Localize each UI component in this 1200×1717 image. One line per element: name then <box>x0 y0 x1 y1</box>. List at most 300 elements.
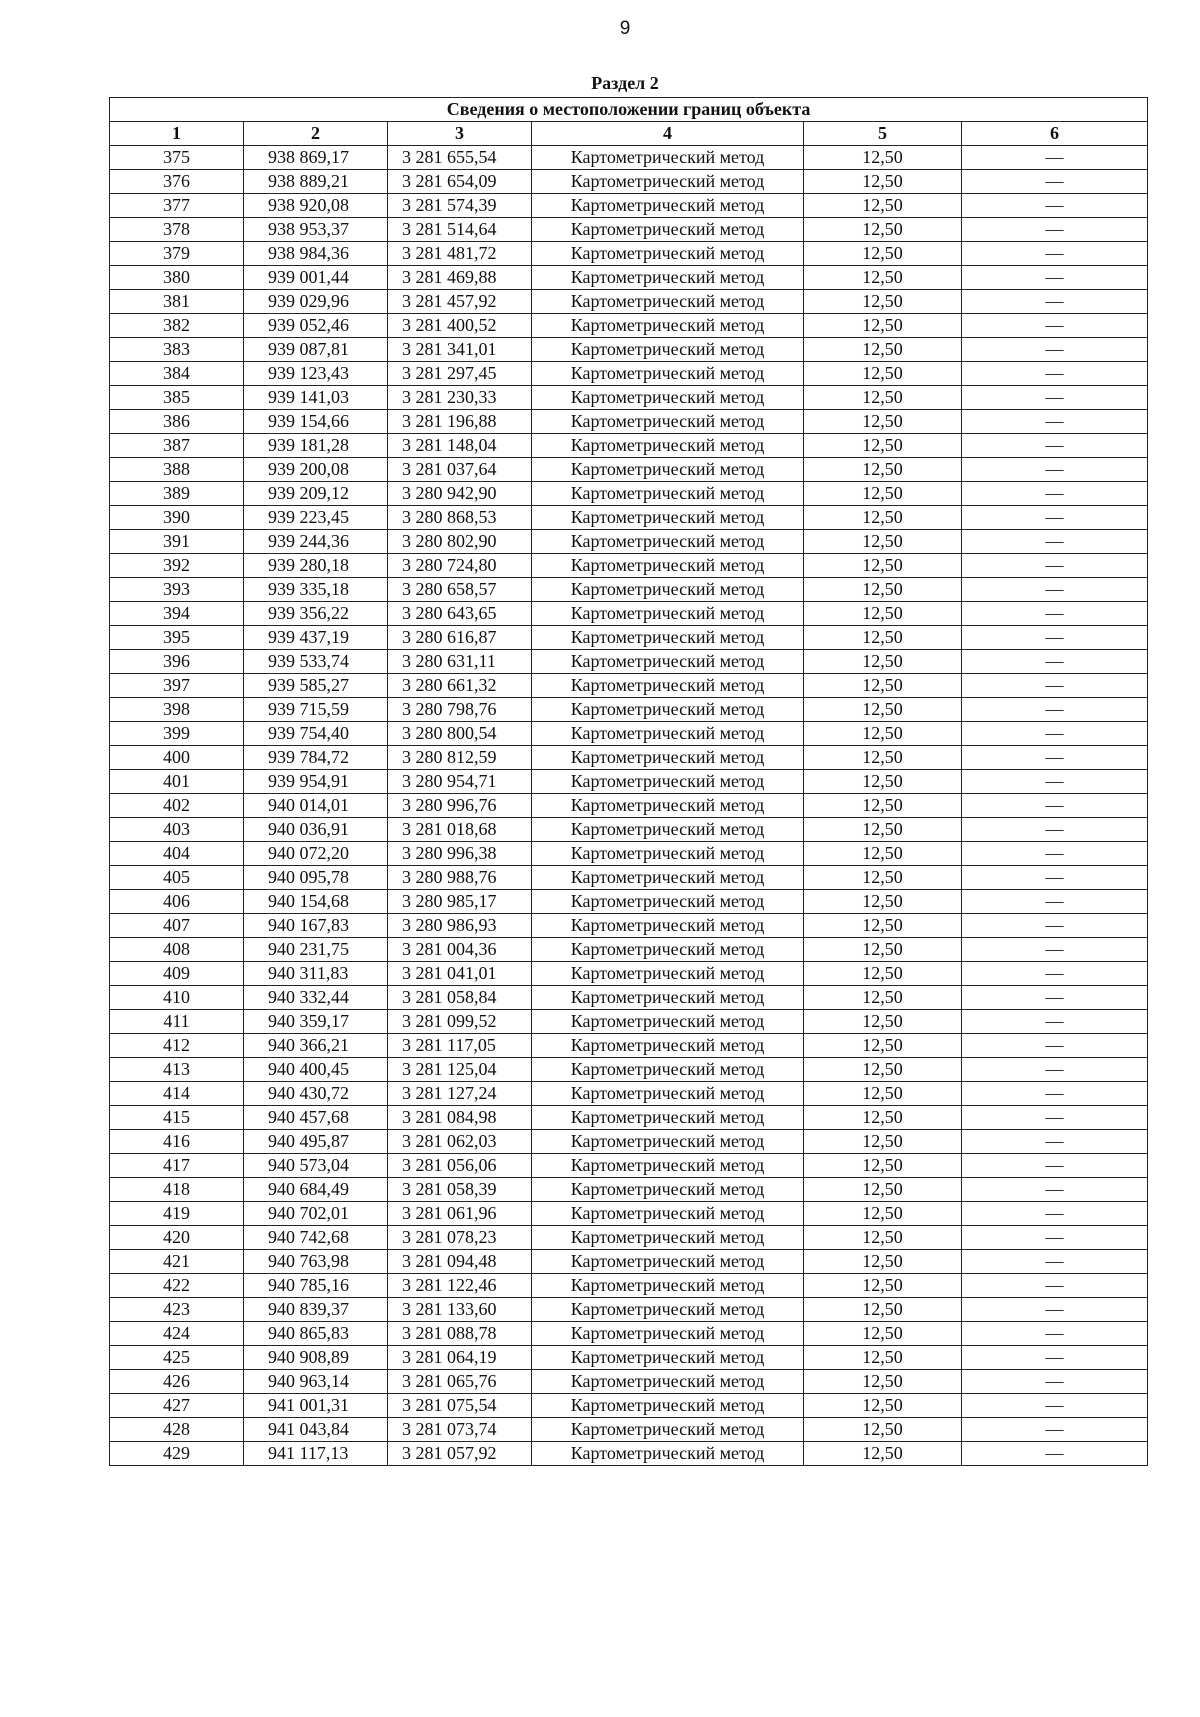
point-number-cell: 420 <box>110 1226 244 1250</box>
x-coordinate-cell: 939 437,19 <box>244 626 388 650</box>
y-coordinate-cell: 3 281 004,36 <box>388 938 532 962</box>
table-row <box>110 170 1148 194</box>
point-number-cell: 416 <box>110 1130 244 1154</box>
point-number-cell: 426 <box>110 1370 244 1394</box>
notes-cell: — <box>962 650 1148 674</box>
point-number-cell: 377 <box>110 194 244 218</box>
notes-cell: — <box>962 410 1148 434</box>
accuracy-cell: 12,50 <box>804 506 962 530</box>
method-cell: Картометрический метод <box>532 506 804 530</box>
y-coordinate-cell: 3 281 065,76 <box>388 1370 532 1394</box>
x-coordinate-cell: 940 154,68 <box>244 890 388 914</box>
accuracy-cell: 12,50 <box>804 698 962 722</box>
accuracy-cell: 12,50 <box>804 530 962 554</box>
accuracy-cell: 12,50 <box>804 794 962 818</box>
point-number-cell: 422 <box>110 1274 244 1298</box>
y-coordinate-cell: 3 281 088,78 <box>388 1322 532 1346</box>
x-coordinate-cell: 940 167,83 <box>244 914 388 938</box>
x-coordinate-cell: 940 359,17 <box>244 1010 388 1034</box>
y-coordinate-cell: 3 280 800,54 <box>388 722 532 746</box>
y-coordinate-cell: 3 280 986,93 <box>388 914 532 938</box>
notes-cell: — <box>962 1274 1148 1298</box>
method-cell: Картометрический метод <box>532 338 804 362</box>
y-coordinate-cell: 3 280 616,87 <box>388 626 532 650</box>
method-cell: Картометрический метод <box>532 842 804 866</box>
x-coordinate-cell: 939 223,45 <box>244 506 388 530</box>
method-cell: Картометрический метод <box>532 1010 804 1034</box>
method-cell: Картометрический метод <box>532 1154 804 1178</box>
method-cell: Картометрический метод <box>532 1394 804 1418</box>
accuracy-cell: 12,50 <box>804 242 962 266</box>
method-cell: Картометрический метод <box>532 1298 804 1322</box>
method-cell: Картометрический метод <box>532 914 804 938</box>
y-coordinate-cell: 3 281 056,06 <box>388 1154 532 1178</box>
y-coordinate-cell: 3 281 196,88 <box>388 410 532 434</box>
accuracy-cell: 12,50 <box>804 890 962 914</box>
point-number-cell: 381 <box>110 290 244 314</box>
accuracy-cell: 12,50 <box>804 314 962 338</box>
notes-cell: — <box>962 1346 1148 1370</box>
x-coordinate-cell: 939 754,40 <box>244 722 388 746</box>
method-cell: Картометрический метод <box>532 1226 804 1250</box>
x-coordinate-cell: 940 430,72 <box>244 1082 388 1106</box>
point-number-cell: 404 <box>110 842 244 866</box>
accuracy-cell: 12,50 <box>804 1082 962 1106</box>
point-number-cell: 383 <box>110 338 244 362</box>
method-cell: Картометрический метод <box>532 1178 804 1202</box>
accuracy-cell: 12,50 <box>804 1322 962 1346</box>
x-coordinate-cell: 940 014,01 <box>244 794 388 818</box>
table-row <box>110 314 1148 338</box>
point-number-cell: 386 <box>110 410 244 434</box>
table-row <box>110 1154 1148 1178</box>
table-row <box>110 1202 1148 1226</box>
x-coordinate-cell: 940 785,16 <box>244 1274 388 1298</box>
y-coordinate-cell: 3 281 127,24 <box>388 1082 532 1106</box>
accuracy-cell: 12,50 <box>804 602 962 626</box>
column-header: 2 <box>244 122 388 146</box>
method-cell: Картометрический метод <box>532 218 804 242</box>
table-row <box>110 1034 1148 1058</box>
method-cell: Картометрический метод <box>532 410 804 434</box>
accuracy-cell: 12,50 <box>804 866 962 890</box>
notes-cell: — <box>962 938 1148 962</box>
notes-cell: — <box>962 362 1148 386</box>
point-number-cell: 403 <box>110 818 244 842</box>
notes-cell: — <box>962 266 1148 290</box>
point-number-cell: 398 <box>110 698 244 722</box>
method-cell: Картометрический метод <box>532 1322 804 1346</box>
table-row <box>110 914 1148 938</box>
x-coordinate-cell: 940 573,04 <box>244 1154 388 1178</box>
accuracy-cell: 12,50 <box>804 458 962 482</box>
y-coordinate-cell: 3 281 057,92 <box>388 1442 532 1466</box>
table-row <box>110 1010 1148 1034</box>
point-number-cell: 409 <box>110 962 244 986</box>
method-cell: Картометрический метод <box>532 266 804 290</box>
notes-cell: — <box>962 218 1148 242</box>
point-number-cell: 427 <box>110 1394 244 1418</box>
point-number-cell: 421 <box>110 1250 244 1274</box>
method-cell: Картометрический метод <box>532 362 804 386</box>
point-number-cell: 413 <box>110 1058 244 1082</box>
point-number-cell: 414 <box>110 1082 244 1106</box>
point-number-cell: 428 <box>110 1418 244 1442</box>
method-cell: Картометрический метод <box>532 194 804 218</box>
method-cell: Картометрический метод <box>532 530 804 554</box>
notes-cell: — <box>962 1202 1148 1226</box>
x-coordinate-cell: 939 356,22 <box>244 602 388 626</box>
boundary-coordinates-table <box>109 97 1148 1466</box>
point-number-cell: 407 <box>110 914 244 938</box>
table-row <box>110 1058 1148 1082</box>
method-cell: Картометрический метод <box>532 314 804 338</box>
table-body <box>110 146 1148 1466</box>
table-row <box>110 1250 1148 1274</box>
y-coordinate-cell: 3 281 341,01 <box>388 338 532 362</box>
y-coordinate-cell: 3 280 661,32 <box>388 674 532 698</box>
y-coordinate-cell: 3 281 297,45 <box>388 362 532 386</box>
x-coordinate-cell: 940 495,87 <box>244 1130 388 1154</box>
accuracy-cell: 12,50 <box>804 338 962 362</box>
method-cell: Картометрический метод <box>532 1418 804 1442</box>
table-row <box>110 242 1148 266</box>
point-number-cell: 399 <box>110 722 244 746</box>
table-row <box>110 1226 1148 1250</box>
method-cell: Картометрический метод <box>532 146 804 170</box>
accuracy-cell: 12,50 <box>804 1442 962 1466</box>
accuracy-cell: 12,50 <box>804 1154 962 1178</box>
accuracy-cell: 12,50 <box>804 1130 962 1154</box>
x-coordinate-cell: 939 001,44 <box>244 266 388 290</box>
method-cell: Картометрический метод <box>532 386 804 410</box>
table-row <box>110 266 1148 290</box>
table-row <box>110 362 1148 386</box>
table-row <box>110 746 1148 770</box>
y-coordinate-cell: 3 281 058,84 <box>388 986 532 1010</box>
accuracy-cell: 12,50 <box>804 434 962 458</box>
section-title: Раздел 2 <box>591 73 659 93</box>
y-coordinate-cell: 3 280 996,38 <box>388 842 532 866</box>
method-cell: Картометрический метод <box>532 722 804 746</box>
accuracy-cell: 12,50 <box>804 650 962 674</box>
accuracy-cell: 12,50 <box>804 962 962 986</box>
x-coordinate-cell: 940 839,37 <box>244 1298 388 1322</box>
y-coordinate-cell: 3 281 122,46 <box>388 1274 532 1298</box>
column-header: 4 <box>532 122 804 146</box>
table-row <box>110 1442 1148 1466</box>
point-number-cell: 388 <box>110 458 244 482</box>
notes-cell: — <box>962 770 1148 794</box>
accuracy-cell: 12,50 <box>804 218 962 242</box>
point-number-cell: 376 <box>110 170 244 194</box>
table-row <box>110 1106 1148 1130</box>
x-coordinate-cell: 938 869,17 <box>244 146 388 170</box>
x-coordinate-cell: 939 052,46 <box>244 314 388 338</box>
notes-cell: — <box>962 698 1148 722</box>
y-coordinate-cell: 3 281 469,88 <box>388 266 532 290</box>
table-row <box>110 866 1148 890</box>
point-number-cell: 405 <box>110 866 244 890</box>
y-coordinate-cell: 3 280 942,90 <box>388 482 532 506</box>
y-coordinate-cell: 3 280 631,11 <box>388 650 532 674</box>
notes-cell: — <box>962 842 1148 866</box>
accuracy-cell: 12,50 <box>804 1274 962 1298</box>
table-row <box>110 938 1148 962</box>
method-cell: Картометрический метод <box>532 578 804 602</box>
method-cell: Картометрический метод <box>532 434 804 458</box>
notes-cell: — <box>962 674 1148 698</box>
x-coordinate-cell: 940 763,98 <box>244 1250 388 1274</box>
accuracy-cell: 12,50 <box>804 578 962 602</box>
method-cell: Картометрический метод <box>532 1106 804 1130</box>
table-row <box>110 1394 1148 1418</box>
accuracy-cell: 12,50 <box>804 1058 962 1082</box>
x-coordinate-cell: 938 889,21 <box>244 170 388 194</box>
point-number-cell: 384 <box>110 362 244 386</box>
y-coordinate-cell: 3 281 094,48 <box>388 1250 532 1274</box>
method-cell: Картометрический метод <box>532 482 804 506</box>
method-cell: Картометрический метод <box>532 986 804 1010</box>
point-number-cell: 391 <box>110 530 244 554</box>
table-row <box>110 626 1148 650</box>
point-number-cell: 401 <box>110 770 244 794</box>
accuracy-cell: 12,50 <box>804 1106 962 1130</box>
point-number-cell: 389 <box>110 482 244 506</box>
notes-cell: — <box>962 602 1148 626</box>
y-coordinate-cell: 3 280 798,76 <box>388 698 532 722</box>
notes-cell: — <box>962 1034 1148 1058</box>
column-header: 3 <box>388 122 532 146</box>
y-coordinate-cell: 3 281 099,52 <box>388 1010 532 1034</box>
table-row <box>110 458 1148 482</box>
notes-cell: — <box>962 986 1148 1010</box>
point-number-cell: 397 <box>110 674 244 698</box>
column-header-row <box>110 122 1148 146</box>
y-coordinate-cell: 3 281 655,54 <box>388 146 532 170</box>
method-cell: Картометрический метод <box>532 962 804 986</box>
notes-cell: — <box>962 722 1148 746</box>
y-coordinate-cell: 3 280 985,17 <box>388 890 532 914</box>
table-row <box>110 1346 1148 1370</box>
notes-cell: — <box>962 242 1148 266</box>
notes-cell: — <box>962 1178 1148 1202</box>
notes-cell: — <box>962 194 1148 218</box>
accuracy-cell: 12,50 <box>804 1370 962 1394</box>
x-coordinate-cell: 939 715,59 <box>244 698 388 722</box>
x-coordinate-cell: 940 366,21 <box>244 1034 388 1058</box>
x-coordinate-cell: 939 533,74 <box>244 650 388 674</box>
point-number-cell: 410 <box>110 986 244 1010</box>
x-coordinate-cell: 940 457,68 <box>244 1106 388 1130</box>
point-number-cell: 378 <box>110 218 244 242</box>
notes-cell: — <box>962 1226 1148 1250</box>
notes-cell: — <box>962 1082 1148 1106</box>
y-coordinate-cell: 3 280 996,76 <box>388 794 532 818</box>
y-coordinate-cell: 3 281 654,09 <box>388 170 532 194</box>
x-coordinate-cell: 939 244,36 <box>244 530 388 554</box>
table-row <box>110 482 1148 506</box>
point-number-cell: 392 <box>110 554 244 578</box>
table-row <box>110 698 1148 722</box>
method-cell: Картометрический метод <box>532 242 804 266</box>
notes-cell: — <box>962 866 1148 890</box>
notes-cell: — <box>962 914 1148 938</box>
method-cell: Картометрический метод <box>532 626 804 650</box>
method-cell: Картометрический метод <box>532 1058 804 1082</box>
notes-cell: — <box>962 458 1148 482</box>
notes-cell: — <box>962 578 1148 602</box>
accuracy-cell: 12,50 <box>804 170 962 194</box>
notes-cell: — <box>962 146 1148 170</box>
y-coordinate-cell: 3 281 037,64 <box>388 458 532 482</box>
y-coordinate-cell: 3 281 148,04 <box>388 434 532 458</box>
method-cell: Картометрический метод <box>532 1370 804 1394</box>
y-coordinate-cell: 3 280 988,76 <box>388 866 532 890</box>
y-coordinate-cell: 3 280 643,65 <box>388 602 532 626</box>
x-coordinate-cell: 938 953,37 <box>244 218 388 242</box>
accuracy-cell: 12,50 <box>804 1202 962 1226</box>
method-cell: Картометрический метод <box>532 1250 804 1274</box>
table-row <box>110 290 1148 314</box>
table-row <box>110 818 1148 842</box>
y-coordinate-cell: 3 281 078,23 <box>388 1226 532 1250</box>
method-cell: Картометрический метод <box>532 1034 804 1058</box>
y-coordinate-cell: 3 281 574,39 <box>388 194 532 218</box>
accuracy-cell: 12,50 <box>804 290 962 314</box>
table-row <box>110 410 1148 434</box>
table-row <box>110 194 1148 218</box>
accuracy-cell: 12,50 <box>804 1298 962 1322</box>
accuracy-cell: 12,50 <box>804 194 962 218</box>
table-row <box>110 578 1148 602</box>
y-coordinate-cell: 3 281 061,96 <box>388 1202 532 1226</box>
x-coordinate-cell: 939 585,27 <box>244 674 388 698</box>
notes-cell: — <box>962 626 1148 650</box>
y-coordinate-cell: 3 281 514,64 <box>388 218 532 242</box>
column-header: 6 <box>962 122 1148 146</box>
table-row <box>110 962 1148 986</box>
x-coordinate-cell: 939 087,81 <box>244 338 388 362</box>
notes-cell: — <box>962 530 1148 554</box>
point-number-cell: 411 <box>110 1010 244 1034</box>
method-cell: Картометрический метод <box>532 1202 804 1226</box>
point-number-cell: 425 <box>110 1346 244 1370</box>
notes-cell: — <box>962 1058 1148 1082</box>
point-number-cell: 395 <box>110 626 244 650</box>
x-coordinate-cell: 939 280,18 <box>244 554 388 578</box>
accuracy-cell: 12,50 <box>804 1250 962 1274</box>
y-coordinate-cell: 3 281 075,54 <box>388 1394 532 1418</box>
method-cell: Картометрический метод <box>532 290 804 314</box>
y-coordinate-cell: 3 281 058,39 <box>388 1178 532 1202</box>
table-row <box>110 530 1148 554</box>
point-number-cell: 423 <box>110 1298 244 1322</box>
table-row <box>110 722 1148 746</box>
x-coordinate-cell: 940 311,83 <box>244 962 388 986</box>
accuracy-cell: 12,50 <box>804 722 962 746</box>
accuracy-cell: 12,50 <box>804 1034 962 1058</box>
x-coordinate-cell: 939 123,43 <box>244 362 388 386</box>
notes-cell: — <box>962 290 1148 314</box>
point-number-cell: 412 <box>110 1034 244 1058</box>
x-coordinate-cell: 938 984,36 <box>244 242 388 266</box>
table-row <box>110 890 1148 914</box>
accuracy-cell: 12,50 <box>804 1010 962 1034</box>
x-coordinate-cell: 939 181,28 <box>244 434 388 458</box>
point-number-cell: 382 <box>110 314 244 338</box>
point-number-cell: 408 <box>110 938 244 962</box>
x-coordinate-cell: 940 702,01 <box>244 1202 388 1226</box>
x-coordinate-cell: 941 117,13 <box>244 1442 388 1466</box>
table-row <box>110 506 1148 530</box>
method-cell: Картометрический метод <box>532 938 804 962</box>
x-coordinate-cell: 938 920,08 <box>244 194 388 218</box>
point-number-cell: 375 <box>110 146 244 170</box>
point-number-cell: 393 <box>110 578 244 602</box>
table-row <box>110 146 1148 170</box>
y-coordinate-cell: 3 280 658,57 <box>388 578 532 602</box>
accuracy-cell: 12,50 <box>804 626 962 650</box>
notes-cell: — <box>962 482 1148 506</box>
table-caption-row <box>110 98 1148 122</box>
method-cell: Картометрический метод <box>532 674 804 698</box>
x-coordinate-cell: 940 963,14 <box>244 1370 388 1394</box>
notes-cell: — <box>962 1370 1148 1394</box>
y-coordinate-cell: 3 281 018,68 <box>388 818 532 842</box>
x-coordinate-cell: 941 001,31 <box>244 1394 388 1418</box>
x-coordinate-cell: 940 036,91 <box>244 818 388 842</box>
method-cell: Картометрический метод <box>532 746 804 770</box>
table-row <box>110 1418 1148 1442</box>
accuracy-cell: 12,50 <box>804 1418 962 1442</box>
x-coordinate-cell: 939 784,72 <box>244 746 388 770</box>
notes-cell: — <box>962 962 1148 986</box>
table-row <box>110 386 1148 410</box>
y-coordinate-cell: 3 281 064,19 <box>388 1346 532 1370</box>
table-row <box>110 842 1148 866</box>
point-number-cell: 406 <box>110 890 244 914</box>
y-coordinate-cell: 3 281 481,72 <box>388 242 532 266</box>
table-row <box>110 218 1148 242</box>
column-header: 5 <box>804 122 962 146</box>
accuracy-cell: 12,50 <box>804 1178 962 1202</box>
y-coordinate-cell: 3 281 457,92 <box>388 290 532 314</box>
method-cell: Картометрический метод <box>532 770 804 794</box>
accuracy-cell: 12,50 <box>804 146 962 170</box>
notes-cell: — <box>962 818 1148 842</box>
point-number-cell: 390 <box>110 506 244 530</box>
point-number-cell: 380 <box>110 266 244 290</box>
method-cell: Картометрический метод <box>532 1346 804 1370</box>
table-row <box>110 1130 1148 1154</box>
notes-cell: — <box>962 1010 1148 1034</box>
x-coordinate-cell: 940 072,20 <box>244 842 388 866</box>
notes-cell: — <box>962 554 1148 578</box>
y-coordinate-cell: 3 281 117,05 <box>388 1034 532 1058</box>
accuracy-cell: 12,50 <box>804 818 962 842</box>
accuracy-cell: 12,50 <box>804 362 962 386</box>
accuracy-cell: 12,50 <box>804 410 962 434</box>
notes-cell: — <box>962 890 1148 914</box>
point-number-cell: 396 <box>110 650 244 674</box>
y-coordinate-cell: 3 281 084,98 <box>388 1106 532 1130</box>
notes-cell: — <box>962 746 1148 770</box>
accuracy-cell: 12,50 <box>804 1394 962 1418</box>
notes-cell: — <box>962 1250 1148 1274</box>
point-number-cell: 424 <box>110 1322 244 1346</box>
x-coordinate-cell: 939 154,66 <box>244 410 388 434</box>
